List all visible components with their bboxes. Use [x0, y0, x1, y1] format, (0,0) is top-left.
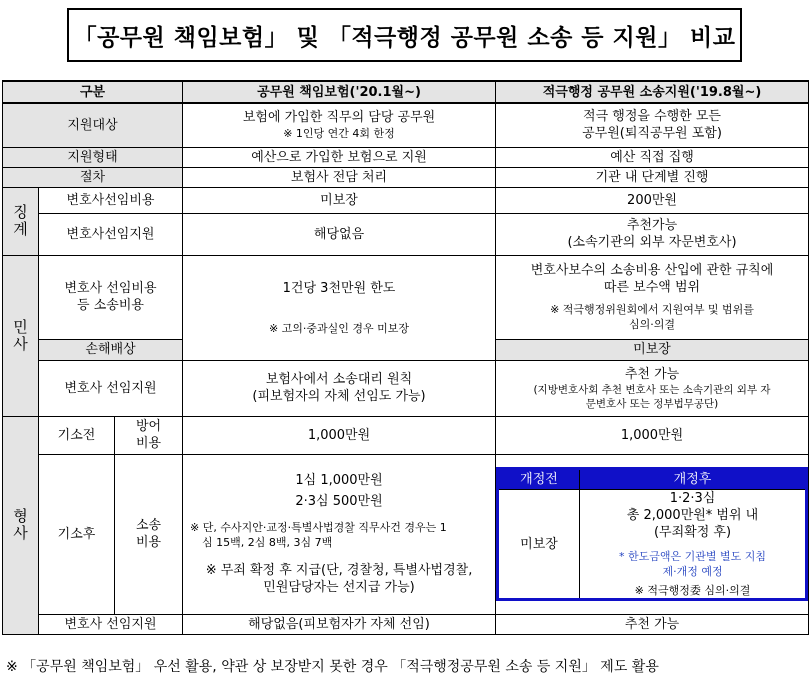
civil-support-b — [496, 360, 809, 416]
discipline-support-b — [496, 213, 809, 255]
row-label-procedure: 절차 — [3, 167, 183, 187]
revision-after-note2: 제·개정 예정 — [662, 565, 723, 578]
table-row — [3, 187, 809, 213]
comparison-table — [2, 80, 809, 635]
criminal-support-label: 변호사 선임지원 — [39, 614, 183, 634]
discipline-fee-label: 변호사선임비용 — [39, 187, 183, 213]
civil-fee-b-note2: 심의·의결 — [629, 318, 676, 331]
criminal-post-a-note1: ※ 단, 수사지안·교정·특별사법경찰 직무사건 경우는 1 — [190, 521, 447, 534]
civil-support-a-line1: 보험사에서 소송대리 원칙 — [265, 372, 413, 387]
civil-damages-label: 손해배상 — [39, 339, 183, 360]
target-b-line2: 공무원(퇴직공무원 포함) — [582, 126, 722, 142]
table-row — [3, 255, 809, 339]
criminal-post-a-note2: 심 15백, 2심 8백, 3심 7백 — [202, 536, 333, 549]
criminal-post-sub — [115, 454, 183, 614]
criminal-support-a: 해당없음(피보험자가 자체 선임) — [183, 614, 496, 634]
revision-after-note3: ※ 적극행정委 심의·의결 — [634, 584, 751, 597]
table-row — [3, 103, 809, 147]
civil-support-b-line1: 추천 가능 — [624, 366, 680, 382]
revision-after-line1: 1·2·3심 — [669, 491, 716, 506]
cell-target-a — [183, 103, 496, 147]
civil-support-a — [183, 360, 496, 416]
civil-support-b-note2: 문변호사 또는 정부법무공단) — [585, 397, 719, 410]
civil-fee-label — [39, 255, 183, 339]
revision-after-line2: 총 2,000만원* 범위 내 — [626, 508, 759, 523]
revision-block — [496, 467, 808, 601]
group-label-discipline: 징 계 — [3, 187, 39, 255]
civil-damages-b: 미보장 — [496, 339, 809, 360]
civil-fee-a — [183, 255, 496, 360]
table-row — [3, 614, 809, 634]
criminal-post-a — [183, 454, 496, 614]
civil-fee-b-line1: 변호사보수의 소송비용 산입에 관한 규칙에 — [530, 263, 774, 278]
criminal-post-b — [496, 454, 809, 614]
discipline-fee-a: 미보장 — [183, 187, 496, 213]
criminal-post-a-note3: ※ 무죄 확정 후 지급(단, 경찰청, 특별사법경찰, — [205, 563, 473, 578]
table-row — [3, 360, 809, 416]
title-box — [67, 8, 742, 62]
criminal-pre-sub — [115, 416, 183, 454]
table-row — [3, 147, 809, 167]
criminal-pre-label: 기소전 — [39, 416, 115, 454]
civil-fee-label-line1: 변호사 선임비용 — [64, 281, 157, 296]
group-label-civil: 민 사 — [3, 255, 39, 416]
criminal-post-a-line1: 1심 1,000만원 — [295, 473, 383, 488]
criminal-pre-b: 1,000만원 — [496, 416, 809, 454]
criminal-post-label: 기소후 — [39, 454, 115, 614]
header-litigation-support: 적극행정 공무원 소송지원('19.8월~) — [496, 81, 809, 103]
civil-support-label: 변호사 선임지원 — [39, 360, 183, 416]
group-label-criminal: 형 사 — [3, 416, 39, 634]
civil-fee-a-main: 1건당 3천만원 한도 — [282, 280, 396, 296]
criminal-post-a-line2: 2·3심 500만원 — [295, 494, 383, 509]
footnote: ※ 「공무원 책임보험」 우선 활용, 약관 상 보장받지 못한 경우 「적극행정공무원 소송 등 지원」 제도 활용 — [6, 659, 659, 675]
discipline-support-b-line2: (소속기관의 외부 자문변호사) — [567, 235, 737, 250]
cell-target-b — [496, 103, 809, 147]
revision-after-header: 개정후 — [580, 469, 807, 490]
criminal-pre-a: 1,000만원 — [183, 416, 496, 454]
civil-fee-b — [496, 255, 809, 339]
criminal-pre-sub-line1: 방어 — [135, 419, 162, 434]
criminal-support-b: 추천 가능 — [496, 614, 809, 634]
cell-procedure-b: 기관 내 단계별 진행 — [496, 167, 809, 187]
row-label-target: 지원대상 — [3, 103, 183, 147]
civil-fee-a-note: ※ 고의·중과실인 경우 미보장 — [268, 321, 410, 335]
table-row — [3, 213, 809, 255]
discipline-fee-b: 200만원 — [496, 187, 809, 213]
civil-fee-label-line2: 등 소송비용 — [77, 298, 144, 313]
header-liability-insurance: 공무원 책임보험('20.1월~) — [183, 81, 496, 103]
cell-procedure-a: 보험사 전담 처리 — [183, 167, 496, 187]
table-row — [3, 416, 809, 454]
revision-before-value: 미보장 — [498, 490, 580, 600]
revision-after-line3: (무죄확정 후) — [653, 525, 732, 540]
header-category: 구분 — [3, 81, 183, 103]
criminal-post-a-note4: 민원담당자는 선지급 가능) — [263, 580, 415, 595]
cell-form-a: 예산으로 가입한 보험으로 지원 — [183, 147, 496, 167]
revision-after-value — [580, 490, 807, 600]
civil-support-b-note1: (지방변호사회 추천 변호사 또는 소속기관의 외부 자 — [533, 383, 771, 396]
table-header-row — [3, 81, 809, 103]
discipline-support-a: 해당없음 — [183, 213, 496, 255]
civil-fee-b-line2: 따른 보수액 범위 — [603, 280, 701, 295]
discipline-support-label: 변호사선임지원 — [39, 213, 183, 255]
discipline-support-b-line1: 추천가능 — [626, 218, 678, 233]
page-title: 「공무원 책임보험」 및 「적극행정 공무원 소송 등 지원」 비교 — [73, 24, 736, 51]
civil-support-a-line2: (피보험자의 자체 선임도 가능) — [252, 389, 426, 404]
civil-fee-b-note1: ※ 적극행정위원회에서 지원여부 및 범위를 — [550, 303, 754, 316]
target-b-line1: 적극 행정을 수행한 모든 — [583, 109, 721, 125]
criminal-pre-sub-line2: 비용 — [135, 436, 162, 451]
table-row — [3, 167, 809, 187]
target-a-main: 보험에 가입한 직무의 담당 공무원 — [242, 110, 436, 126]
revision-after-note1: * 한도금액은 기관별 별도 지침 — [619, 550, 767, 563]
criminal-post-sub-line1: 소송 — [135, 518, 162, 533]
row-label-form: 지원형태 — [3, 147, 183, 167]
table-row — [3, 454, 809, 614]
target-a-note: ※ 1인당 연간 4회 한정 — [283, 127, 395, 141]
criminal-post-sub-line2: 비용 — [135, 535, 162, 550]
revision-before-header: 개정전 — [498, 469, 580, 490]
cell-form-b: 예산 직접 집행 — [496, 147, 809, 167]
